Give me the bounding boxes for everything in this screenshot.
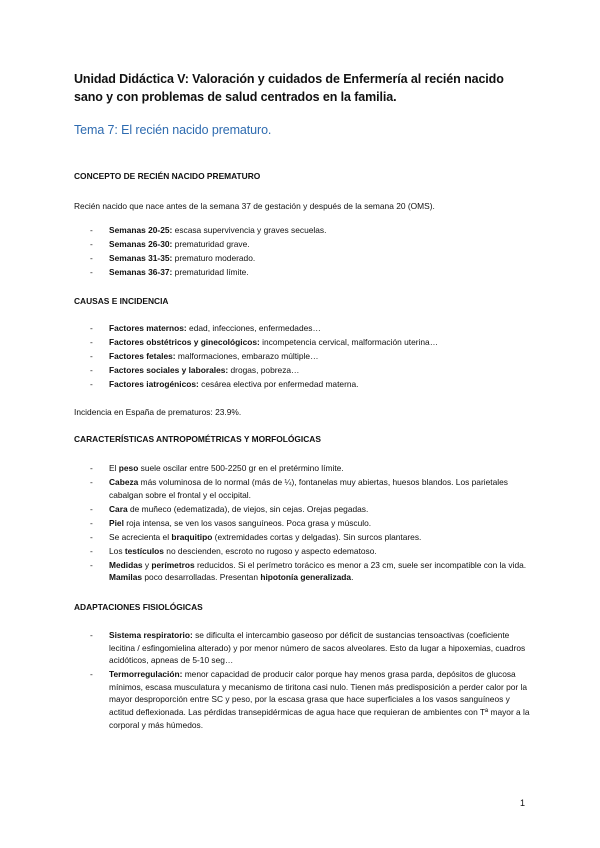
list-item: - Los testículos no descienden, escroto no rugoso y aspecto edematoso. (74, 545, 534, 558)
section-heading-caracteristicas: CARACTERÍSTICAS ANTROPOMÉTRICAS Y MORFOLÓGICAS (74, 434, 321, 444)
list-item: - Se acrecienta el braquitipo (extremidades cortas y delgadas). Sin surcos plantares. (74, 531, 534, 544)
list-item: - Semanas 26-30: prematuridad grave. (74, 237, 534, 251)
concepto-list (74, 223, 534, 279)
list-item: - Semanas 31-35: prematuro moderado. (74, 251, 534, 265)
section-heading-concepto: CONCEPTO DE RECIÉN NACIDO PREMATURO (74, 171, 261, 181)
causas-list (74, 321, 534, 391)
list-item: - Sistema respiratorio: se dificulta el intercambio gaseoso por déficit de sustancias tensoactivas (coeficiente lecitina / esfingomielina alterado) y por menor número de sacos alveolares. Esto da lugar a hipoxemias, cuadros acidóticos, apneas de 5-10 seg… (74, 629, 534, 667)
list-item: - Termorregulación: menor capacidad de producir calor porque hay menos grasa parda, depósitos de glucosa mínimos, escasa musculatura y mecanismo de tiritona casi nulo. Tienen más predisposición a perder calor por la mayor desproporción entre SC y peso, por la escasa grasa que hace superficiales a los vasos sanguíneos y actitud deflexionada. Las pérdidas transepidérmicas de agua hace que requieran de ambientes con Tª mayor a la corporal y más húmedos. (74, 668, 534, 731)
list-item: - Medidas y perímetros reducidos. Si el perímetro torácico es menor a 23 cm, suele ser incompatible con la vida. Mamilas poco desarrolladas. Presentan hipotonía generalizada. (74, 559, 534, 584)
list-item: - Factores sociales y laborales: drogas, pobreza… (74, 363, 534, 377)
list-item: - Cabeza más voluminosa de lo normal (más de ¼), fontanelas muy abiertas, huesos blandos. Los parietales cabalgan sobre el frontal y el occipital. (74, 476, 534, 501)
list-item: - Factores maternos: edad, infecciones, enfermedades… (74, 321, 534, 335)
list-item: - Factores obstétricos y ginecológicos: incompetencia cervical, malformación uterina… (74, 335, 534, 349)
adaptaciones-list (74, 629, 534, 733)
document-title: Unidad Didáctica V: Valoración y cuidados de Enfermería al recién nacido sano y con problemas de salud centrados en la familia. (74, 72, 504, 104)
incidence-text: Incidencia en España de prematuros: 23.9%. (74, 407, 242, 417)
list-item: - Semanas 36-37: prematuridad límite. (74, 265, 534, 279)
concepto-intro: Recién nacido que nace antes de la semana 37 de gestación y después de la semana 20 (OMS). (74, 201, 435, 211)
list-item: - Semanas 20-25: escasa supervivencia y graves secuelas. (74, 223, 534, 237)
list-item: - Factores iatrogénicos: cesárea electiva por enfermedad materna. (74, 377, 534, 391)
caracteristicas-list (74, 462, 534, 585)
topic-title: Tema 7: El recién nacido prematuro. (74, 123, 272, 137)
list-item: - El peso suele oscilar entre 500-2250 gr en el pretérmino límite. (74, 462, 534, 475)
page-number: 1 (520, 798, 526, 808)
section-heading-causas: CAUSAS E INCIDENCIA (74, 296, 169, 306)
list-item: - Cara de muñeco (edematizada), de viejos, sin cejas. Orejas pegadas. (74, 503, 534, 516)
section-heading-adaptaciones: ADAPTACIONES FISIOLÓGICAS (74, 602, 203, 612)
list-item: - Factores fetales: malformaciones, embarazo múltiple… (74, 349, 534, 363)
list-item: - Piel roja intensa, se ven los vasos sanguíneos. Poca grasa y músculo. (74, 517, 534, 530)
